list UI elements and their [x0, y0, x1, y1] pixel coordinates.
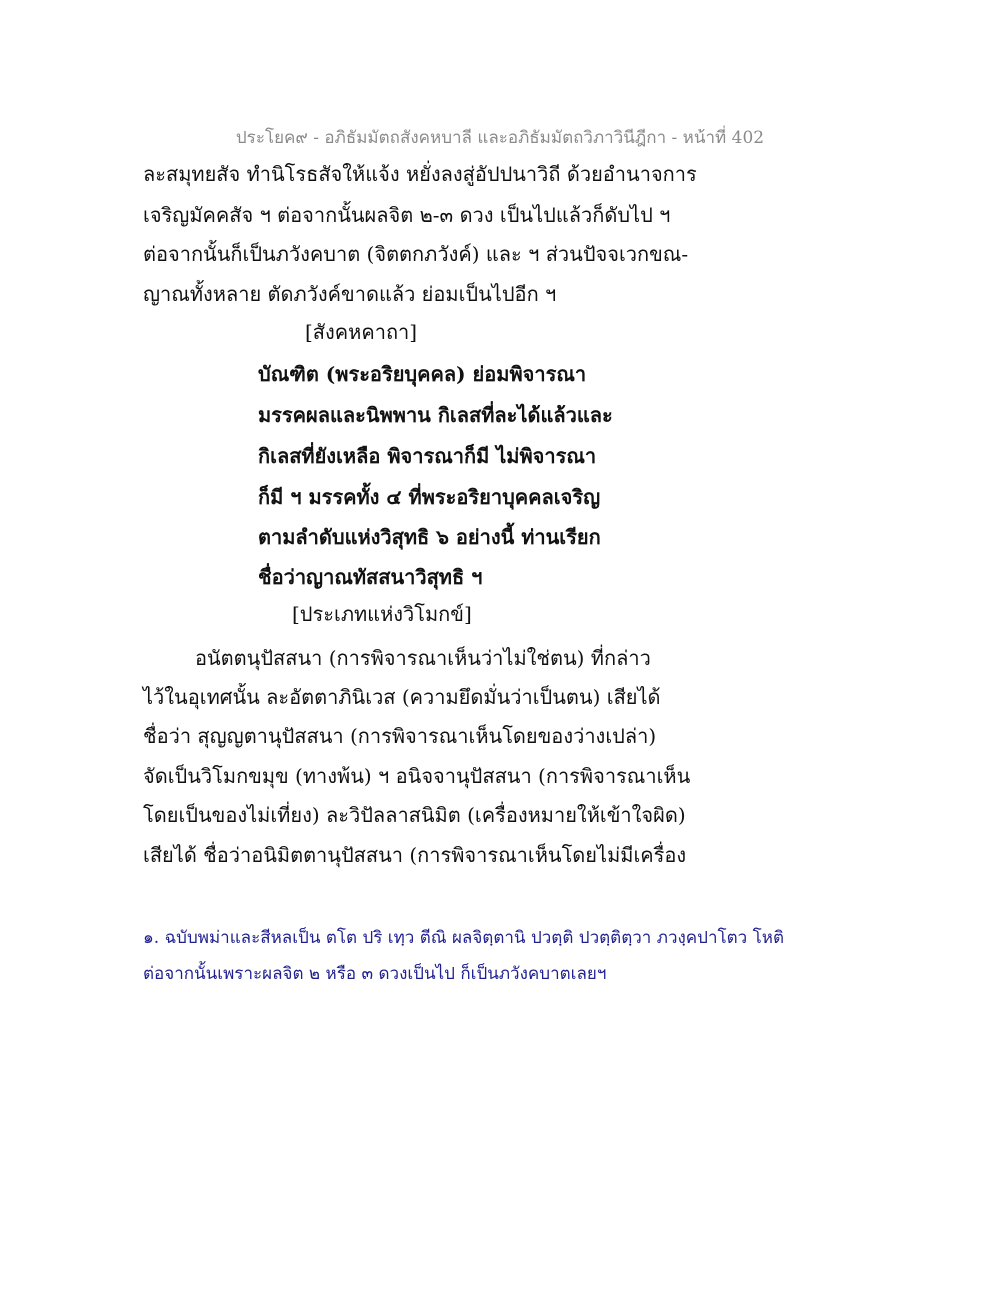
- running-header: ประโยค๙ - อภิธัมมัตถสังคหบาลี และอภิธัมมัตถวิภาวินีฎีกา - หน้าที่ 402: [235, 128, 765, 148]
- verse-line: ตามลำดับแห่งวิสุทธิ ๖ อย่างนี้ ท่านเรียก: [258, 525, 601, 549]
- footnote-line: ต่อจากนั้นเพราะผลจิต ๒ หรือ ๓ ดวงเป็นไป ก็เป็นภวังคบาตเลยฯ: [143, 964, 607, 984]
- paragraph-line: ญาณทั้งหลาย ตัดภวังค์ขาดแล้ว ย่อมเป็นไปอีก ฯ: [143, 282, 557, 306]
- verse-line: มรรคผลและนิพพาน กิเลสที่ละได้แล้วและ: [258, 403, 613, 427]
- paragraph-line: เจริญมัคคสัจ ฯ ต่อจากนั้นผลจิต ๒-๓ ดวง เป็นไปแล้วก็ดับไป ฯ: [143, 203, 671, 227]
- verse-line: กิเลสที่ยังเหลือ พิจารณาก็มี ไม่พิจารณา: [258, 444, 597, 468]
- paragraph-line: ต่อจากนั้นก็เป็นภวังคบาต (จิตตกภวังค์) และ ฯ ส่วนปัจจเวกขณ-: [143, 242, 689, 266]
- verse-line: ก็มี ฯ มรรคทั้ง ๔ ที่พระอริยาบุคคลเจริญ: [258, 485, 601, 509]
- paragraph-line: ละสมุทยสัจ ทำนิโรธสัจให้แจ้ง หยั่งลงสู่อัปปนาวิถี ด้วยอำนาจการ: [143, 162, 697, 186]
- paragraph-line: เสียได้ ชื่อว่าอนิมิตตานุปัสสนา (การพิจารณาเห็นโดยไม่มีเครื่อง: [143, 843, 687, 867]
- footnote-line: ๑. ฉบับพม่าและสีหลเป็น ตโต ปริ เทฺว ตีณิ ผลจิตฺตานิ ปวตฺติ ปวตฺติตฺวา ภวงฺคปาโตว โหติ: [143, 928, 784, 948]
- verse-heading: [สังคหคาถา]: [305, 320, 418, 344]
- verse-line: บัณฑิต (พระอริยบุคคล) ย่อมพิจารณา: [258, 362, 587, 386]
- paragraph-line: ชื่อว่า สุญญตานุปัสสนา (การพิจารณาเห็นโดยของว่างเปล่า): [143, 724, 657, 748]
- paragraph-line: ไว้ในอุเทศนั้น ละอัตตาภินิเวส (ความยึดมั่นว่าเป็นตน) เสียได้: [143, 685, 661, 709]
- section-heading: [ประเภทแห่งวิโมกข์]: [292, 602, 472, 626]
- paragraph-line: โดยเป็นของไม่เที่ยง) ละวิปัลลาสนิมิต (เครื่องหมายให้เข้าใจผิด): [143, 803, 686, 827]
- verse-line: ชื่อว่าญาณทัสสนาวิสุทธิ ฯ: [258, 565, 483, 589]
- paragraph-line: อนัตตนุปัสสนา (การพิจารณาเห็นว่าไม่ใช่ตน) ที่กล่าว: [195, 646, 651, 670]
- footnote-block: [143, 920, 863, 992]
- paragraph-line: จัดเป็นวิโมกขมุข (ทางพ้น) ฯ อนิจจานุปัสสนา (การพิจารณาเห็น: [143, 764, 691, 788]
